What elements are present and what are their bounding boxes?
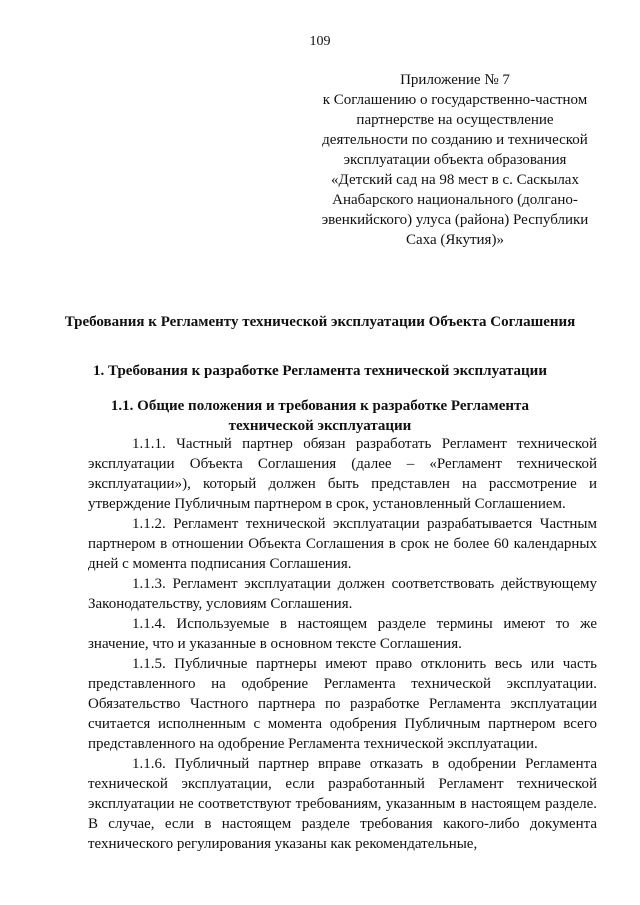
appendix-line: Саха (Якутия)» [406,232,504,248]
paragraph: 1.1.5. Публичные партнеры имеют право отклонить весь или часть представленного на одобрение Регламента технической эксплуатации. Обязательство Частного партнера по разработке Регламента эксплуатации считается исполненным с момента одобрения Публичным партнером всего представленного на одобрение Регламента технической эксплуатации. [88,656,597,752]
appendix-line: партнерстве на осуществление [356,112,554,128]
appendix-line: Приложение № 7 [400,72,510,88]
paragraph: 1.1.3. Регламент эксплуатации должен соответствовать действующему Законодательству, условиям Соглашения. [88,576,597,612]
appendix-line: деятельности по созданию и технической [322,132,588,148]
section-heading: 1. Требования к разработке Регламента технической эксплуатации [93,363,547,379]
paragraph: 1.1.4. Используемые в настоящем разделе термины имеют то же значение, что и указанные в основном тексте Соглашения. [88,616,597,652]
appendix-line: к Соглашению о государственно-частном [322,92,588,108]
paragraph: 1.1.1. Частный партнер обязан разработать Регламент технической эксплуатации Объекта Соглашения (далее – «Регламент технической эксплуатации»), который должен быть представлен на рассмотрение и утверждение Публичным партнером в срок, установленный Соглашением. [88,436,597,512]
appendix-header [300,70,610,250]
appendix-line: Анабарского национального (долгано- [332,192,578,208]
document-body [88,434,597,854]
appendix-line: эвенкийского) улуса (района) Республики [321,212,589,228]
appendix-line: эксплуатации объекта образования [343,152,567,168]
appendix-line: «Детский сад на 98 мест в с. Саскылах [331,172,579,188]
paragraph: 1.1.6. Публичный партнер вправе отказать в одобрении Регламента технической эксплуатации, если разработанный Регламент технической эксплуатации не соответствуют требованиям, указанным в настоящем разделе. В случае, если в настоящем разделе требования какого-либо документа технического регулирования указаны как рекомендательные, [88,756,597,852]
subsection-heading: 1.1. Общие положения и требования к разработке Регламента технической эксплуатации [110,398,530,434]
paragraph: 1.1.2. Регламент технической эксплуатации разрабатывается Частным партнером в отношении Объекта Соглашения в срок не более 60 календарных дней с момента подписания Соглашения. [88,516,597,572]
page-number: 109 [309,34,331,49]
document-title: Требования к Регламенту технической эксплуатации Объекта Соглашения [64,314,576,330]
